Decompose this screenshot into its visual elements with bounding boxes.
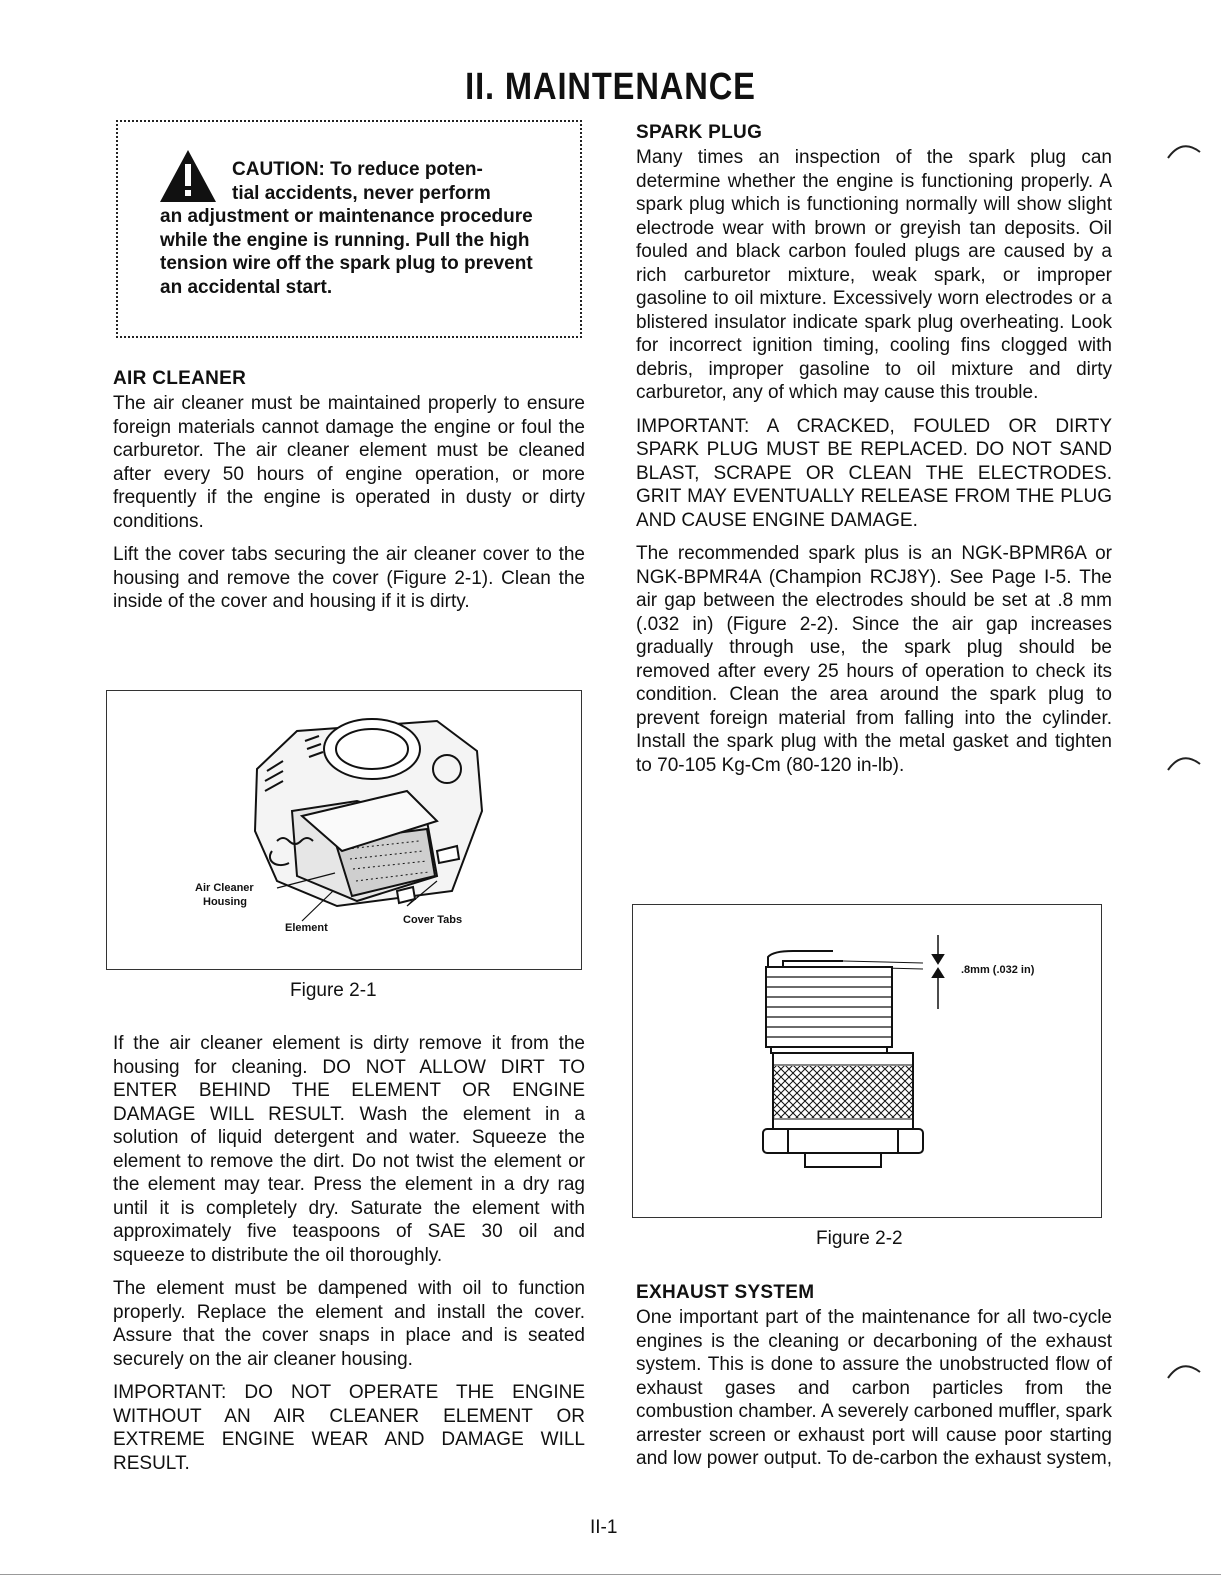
spark-plug-illustration — [633, 905, 1100, 1216]
spark-plug-p1: Many times an inspection of the spark plug can determine whether the engine is functioning properly. A spark plug which is functioning normally will show slight electrode wear with brown or greyish tan deposits. Oil fouled and black carbon fouled plugs are caused by a rich carburetor mixture, weak spark, or improper gasoline to oil mixture. Excessively worn electrodes or a blistered insulator indicate spark plug overheating. Look for incorrect ignition timing, cooling fins clogged with debris, improper gasoline to oil mixture and dirty carburetor, any of which may cause this trouble. — [636, 147, 1112, 403]
air-cleaner-p2: Lift the cover tabs securing the air cleaner cover to the housing and remove the cover (Figure 2-1). Clean the inside of the cover and housing if it is dirty. — [113, 544, 585, 612]
binder-mark-top — [1166, 140, 1206, 164]
caution-text — [160, 158, 548, 299]
label-air-cleaner: Air Cleaner — [195, 882, 254, 894]
bottom-edge-line — [0, 1574, 1221, 1575]
spark-plug-p3: The recommended spark plus is an NGK-BPMR6A or NGK-BPMR4A (Champion RCJ8Y). See Page I-5. The air gap between the electrodes should be set at .8 mm (.032 in) (Figure 2-2). Since the air gap increases gradually through use, the spark plug should be removed after every 25 hours of operation to check its condition. Clean the area around the spark plug to prevent foreign material from falling into the cylinder. Install the spark plug with the metal gasket and tighten to 70-105 Kg-Cm (80-120 in-lb). — [636, 543, 1112, 776]
spark-plug-heading: SPARK PLUG — [636, 122, 763, 143]
figure-2-2 — [632, 904, 1102, 1218]
air-cleaner-p3: If the air cleaner element is dirty remove it from the housing for cleaning. DO NOT ALLOW DIRT TO ENTER BEHIND THE ELEMENT OR ENGINE DAMAGE WILL RESULT. Wash the element in a solution of liquid detergent and water. Squeeze the element to remove the dirt. Do not twist the element or the element may tear. Press the element in a dry rag until it is completely dry. Saturate the element with approximately five teaspoons of SAE 30 oil and squeeze to distribute the oil thoroughly. — [113, 1033, 585, 1266]
binder-mark-middle — [1166, 752, 1206, 776]
figure-2-2-caption: Figure 2-2 — [816, 1228, 903, 1249]
caution-line2: tial accidents, never perform — [232, 182, 491, 204]
label-housing: Housing — [203, 896, 247, 908]
air-cleaner-p4: The element must be dampened with oil to function properly. Replace the element and install the cover. Assure that the cover snaps in place and is seated securely on the air cleaner housing. — [113, 1278, 585, 1370]
binder-mark-bottom — [1166, 1360, 1206, 1384]
caution-line1: CAUTION: To reduce poten- — [232, 159, 483, 180]
page-number: II-1 — [590, 1517, 618, 1538]
caution-rest: an adjustment or maintenance procedure while the engine is running. Pull the high tension wire off the spark plug to prevent an accidental start. — [160, 206, 533, 298]
spark-plug-section — [636, 122, 1112, 777]
exhaust-p1: One important part of the maintenance for all two-cycle engines is the cleaning or decarboning of the exhaust system. This is done to assure the unobstructed flow of exhaust gases and carbon particles from the combustion chamber. A severely carboned muffler, spark arrester screen or exhaust port will cause poor starting and low power output. To de-carbon the exhaust system, — [636, 1307, 1112, 1469]
label-cover-tabs: Cover Tabs — [403, 914, 463, 926]
exhaust-heading: EXHAUST SYSTEM — [636, 1282, 815, 1303]
spark-plug-p2: IMPORTANT: A CRACKED, FOULED OR DIRTY SPARK PLUG MUST BE REPLACED. DO NOT SAND BLAST, SCRAPE OR CLEAN THE ELECTRODES. GRIT MAY EVENTUALLY RELEASE FROM THE PLUG AND CAUSE ENGINE DAMAGE. — [636, 415, 1112, 531]
figure-2-1-caption: Figure 2-1 — [290, 980, 377, 1001]
air-cleaner-heading: AIR CLEANER — [113, 368, 247, 389]
air-cleaner-p1: The air cleaner must be maintained properly to ensure foreign materials cannot damage the engine or foul the carburetor. The air cleaner element must be cleaned after every 50 hours of engine operation, or more frequently if the engine is operated in dusty or dirty conditions. — [113, 393, 585, 532]
caution-box — [116, 120, 582, 338]
gap-label: .8mm (.032 in) — [961, 964, 1035, 976]
air-cleaner-p5: IMPORTANT: DO NOT OPERATE THE ENGINE WITHOUT AN AIR CLEANER ELEMENT OR EXTREME ENGINE WEAR AND DAMAGE WILL RESULT. — [113, 1382, 585, 1474]
page-title: II. MAINTENANCE — [465, 66, 756, 108]
label-element: Element — [285, 922, 328, 934]
figure-2-1 — [106, 690, 582, 970]
air-cleaner-illustration — [107, 691, 580, 968]
exhaust-section — [636, 1282, 1112, 1471]
air-cleaner-section — [113, 368, 585, 614]
air-cleaner-section-2 — [113, 1032, 585, 1475]
